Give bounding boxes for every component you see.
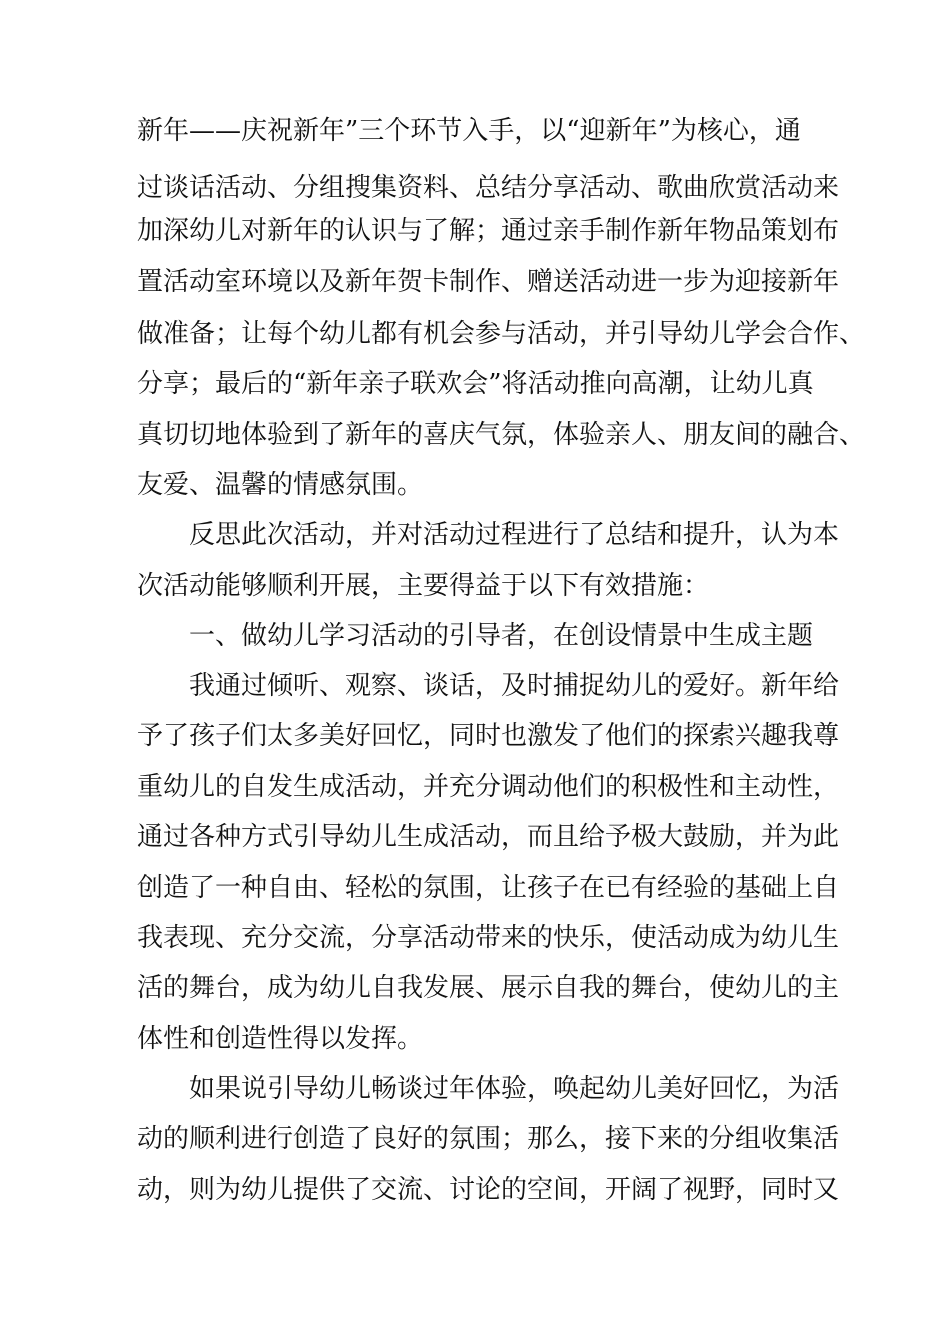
paragraph-first-line: 我通过倾听、观察、谈话，及时捕捉幼儿的爱好。新年给 xyxy=(189,671,840,701)
text-line: 分享；最后的“新年亲子联欢会”将活动推向高潮，让幼儿真 xyxy=(137,369,814,399)
text-line: 真切切地体验到了新年的喜庆气氛，体验亲人、朋友间的融合、 xyxy=(137,420,866,450)
text-line: 动，则为幼儿提供了交流、讨论的空间，开阔了视野，同时又 xyxy=(137,1175,840,1205)
text-line: 我表现、充分交流，分享活动带来的快乐，使活动成为幼儿生 xyxy=(137,923,840,953)
text-line: 友爱、温馨的情感氛围。 xyxy=(137,470,424,500)
text-line: 次活动能够顺利开展，主要得益于以下有效措施： xyxy=(137,571,710,601)
text-line: 创造了一种自由、轻松的氛围，让孩子在已有经验的基础上自 xyxy=(137,873,840,903)
text-line: 动的顺利进行创造了良好的氛围；那么，接下来的分组收集活 xyxy=(137,1124,840,1154)
text-line: 重幼儿的自发生成活动，并充分调动他们的积极性和主动性， xyxy=(137,772,840,802)
text-line: 做准备；让每个幼儿都有机会参与活动，并引导幼儿学会合作、 xyxy=(137,319,866,349)
text-line: 过谈话活动、分组搜集资料、总结分享活动、歌曲欣赏活动来 xyxy=(137,173,840,203)
text-line: 加深幼儿对新年的认识与了解；通过亲手制作新年物品策划布 xyxy=(137,216,840,246)
paragraph-first-line: 如果说引导幼儿畅谈过年体验，唤起幼儿美好回忆，为活 xyxy=(189,1074,840,1104)
text-line: 活的舞台，成为幼儿自我发展、展示自我的舞台，使幼儿的主 xyxy=(137,973,840,1003)
text-line: 体性和创造性得以发挥。 xyxy=(137,1024,424,1054)
text-line: 置活动室环境以及新年贺卡制作、赠送活动进一步为迎接新年 xyxy=(137,267,840,297)
text-line: 通过各种方式引导幼儿生成活动，而且给予极大鼓励，并为此 xyxy=(137,822,840,852)
paragraph-first-line: 反思此次活动，并对活动过程进行了总结和提升，认为本 xyxy=(189,520,840,550)
text-line: 予了孩子们太多美好回忆，同时也激发了他们的探索兴趣我尊 xyxy=(137,721,840,751)
text-line: 新年——庆祝新年”三个环节入手，以“迎新年”为核心，通 xyxy=(137,116,801,146)
section-heading: 一、做幼儿学习活动的引导者，在创设情景中生成主题 xyxy=(189,621,814,651)
